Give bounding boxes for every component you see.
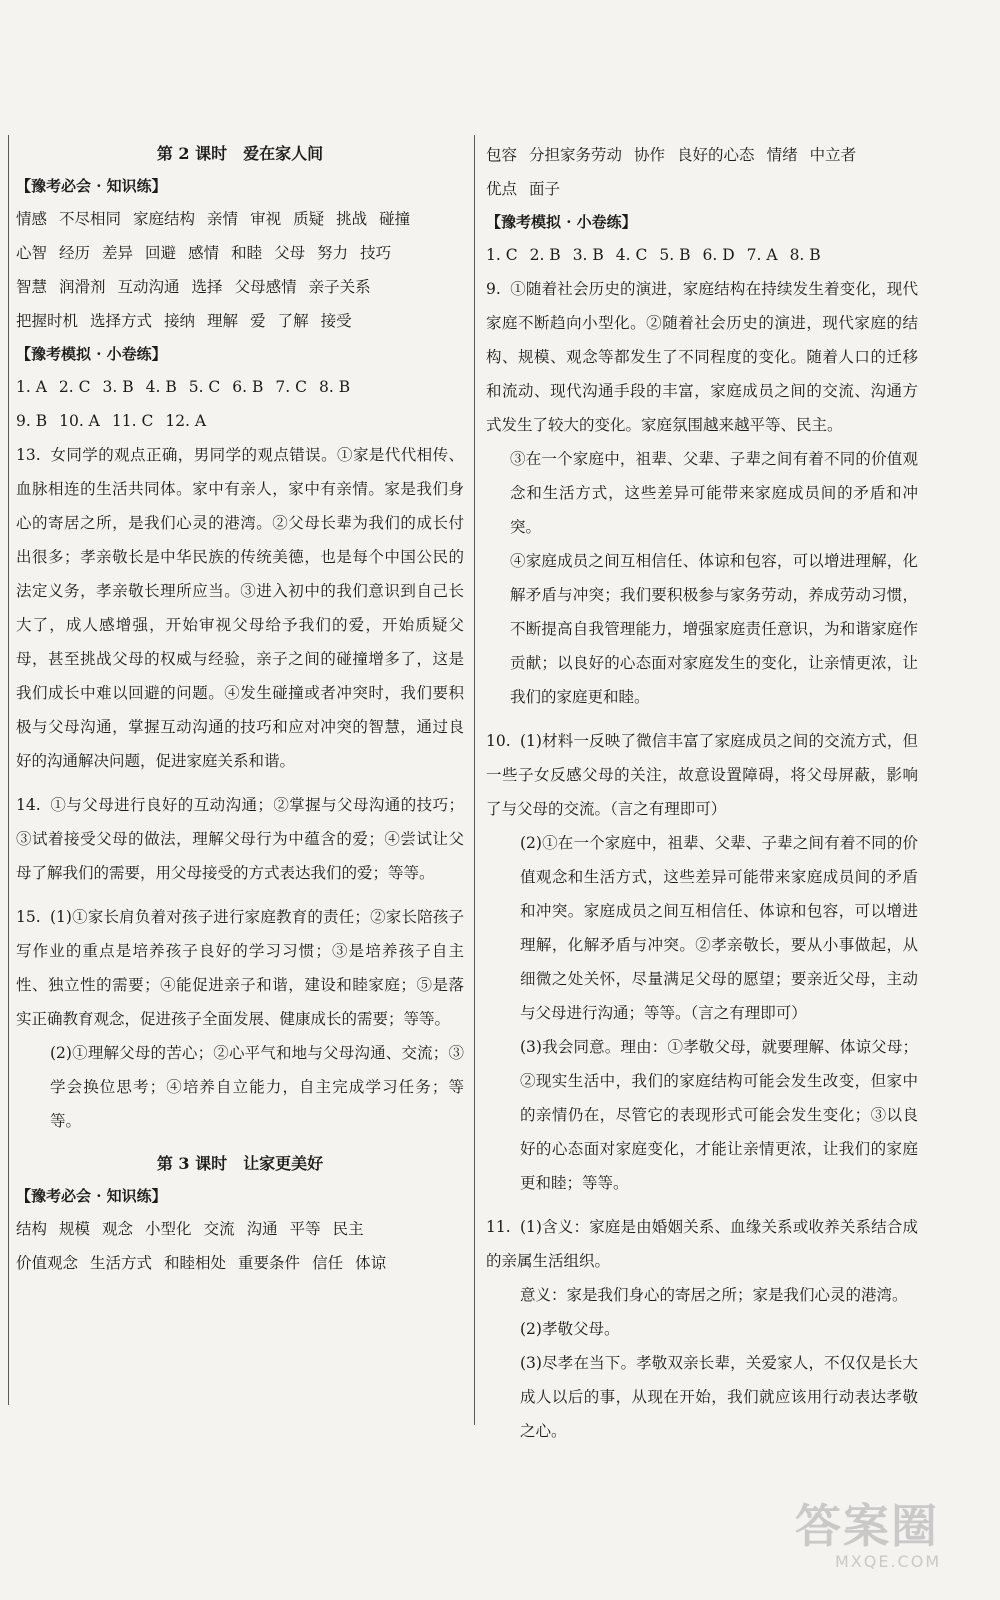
keyword: 和睦相处 [164,1254,227,1272]
lesson-3-title: 第 3 课时 让家更美好 [156,1154,324,1173]
keyword: 把握时机 [16,312,79,330]
section-knowledge: 【豫考必会 · 知识练】 [16,1187,167,1205]
keyword: 和睦 [231,244,263,262]
lesson-2-title: 第 2 课时 爱在家人间 [156,144,324,163]
keyword-row [16,1246,464,1280]
choice-answer: 7. C [275,378,307,396]
answer-row [486,238,918,272]
keyword: 父母感情 [234,278,297,296]
watermark-logo: 答案圈 [795,1499,939,1553]
keyword: 努力 [317,244,349,262]
left-margin-rule [8,135,9,1405]
keyword: 润滑剂 [59,278,106,296]
watermark [795,1500,965,1570]
choice-answer: 4. B [145,378,177,396]
choice-answer: 2. C [58,378,91,396]
keyword: 信任 [312,1254,344,1272]
question-11 [486,1210,918,1278]
keyword: 审视 [250,210,282,228]
keyword-row [16,236,464,270]
section-mock: 【豫考模拟 · 小卷练】 [16,345,167,363]
answer-text: (1)①家长肩负着对孩子进行家庭教育的责任；②家长陪孩子写作业的重点是培养孩子良好的学习习惯；③是培养孩子自主性、独立性的需要；④能促进亲子和谐，建设和睦家庭；⑤是落实正确教育观念，促进孩子全面发展、健康成长的需要；等等。 [16,908,464,1028]
choice-answer: 11. C [111,412,154,430]
choice-answer: 2. B [529,246,561,264]
keyword: 民主 [332,1220,364,1238]
choice-answer: 7. A [746,246,778,264]
choice-answer: 6. B [232,378,264,396]
question-14 [16,788,464,890]
keyword: 情绪 [766,146,798,164]
choice-answer: 5. C [188,378,221,396]
question-11-part-3: (3)尽孝在当下。孝敬双亲长辈，关爱家人，不仅仅是长大成人以后的事，从现在开始，我们就应该用行动表达孝敬之心。 [520,1354,918,1440]
question-number: 13. [16,446,41,464]
question-10-part-2: (2)①在一个家庭中，祖辈、父辈、子辈之间有着不同的价值观念和生活方式，这些差异可能带来家庭成员间的矛盾和冲突。家庭成员之间互相信任、体谅和包容，可以增进理解，化解矛盾与冲突。②孝亲敬长，要从小事做起，从细微之处关怀，尽量满足父母的愿望；要亲近父母，主动与父母进行沟通；等等。（言之有理即可） [520,834,918,1022]
keyword: 感情 [188,244,220,262]
keyword: 心智 [16,244,48,262]
question-10-part-3: (3)我会同意。理由：①孝敬父母，就要理解、体谅父母；②现实生活中，我们的家庭结构可能会发生改变，但家中的亲情仍在，尽管它的表现形式可能会发生变化；③以良好的心态面对家庭变化，才能让亲情更浓，让我们的家庭更和睦；等等。 [520,1038,918,1192]
question-9-point-3: ③在一个家庭中，祖辈、父辈、子辈之间有着不同的价值观念和生活方式，这些差异可能带来家庭成员间的矛盾和冲突。 [510,450,918,536]
section-knowledge: 【豫考必会 · 知识练】 [16,177,167,195]
keyword: 交流 [203,1220,235,1238]
section-mock: 【豫考模拟 · 小卷练】 [486,213,637,231]
keyword-row [16,304,464,338]
keyword-row [16,270,464,304]
keyword: 不尽相同 [59,210,122,228]
keyword: 平等 [289,1220,321,1238]
keyword: 父母 [274,244,306,262]
question-10 [486,724,918,826]
keyword-row [16,202,464,236]
answer-block [486,238,918,272]
question-15-part-2: (2)①理解父母的苦心；②心平气和地与父母沟通、交流；③学会换位思考；④培养自立能力，自主完成学习任务；等等。 [50,1044,464,1130]
question-number: 14. [16,796,41,814]
column-divider [474,135,475,1425]
keyword: 小型化 [145,1220,192,1238]
question-11-part-2: (2)孝敬父母。 [520,1320,620,1338]
left-column [16,138,464,1280]
keyword: 接受 [320,312,352,330]
keyword-block [16,202,464,338]
question-number: 15. [16,908,41,926]
keyword: 智慧 [16,278,48,296]
keyword: 协作 [634,146,666,164]
keyword: 分担家务劳动 [529,146,623,164]
answer-text: 女同学的观点正确，男同学的观点错误。①家是代代相传、血脉相连的生活共同体。家中有亲人，家中有亲情。家是我们身心的寄居之所，是我们心灵的港湾。②父母长辈为我们的成长付出很多；孝亲敬长是中华民族的传统美德，也是每个中国公民的法定义务，孝亲敬长理所应当。③进入初中的我们意识到自己长大了，成人感增强，开始审视父母给予我们的爱，开始质疑父母，甚至挑战父母的权威与经验，亲子之间的碰撞增多了，这是我们成长中难以回避的问题。④发生碰撞或者冲突时，我们要积极与父母沟通，掌握互动沟通的技巧和应对冲突的智慧，通过良好的沟通解决问题，促进家庭关系和谐。 [16,446,464,770]
keyword-row [486,138,918,172]
answer-row [16,370,464,404]
question-11-meaning: 意义：家是我们身心的寄居之所；家是我们心灵的港湾。 [520,1286,908,1304]
choice-answer: 5. B [659,246,691,264]
keyword: 优点 [486,180,518,198]
keyword: 价值观念 [16,1254,79,1272]
keyword: 结构 [16,1220,48,1238]
keyword: 挑战 [336,210,368,228]
keyword: 选择 [191,278,223,296]
question-9-point-4: ④家庭成员之间互相信任、体谅和包容，可以增进理解，化解矛盾与冲突；我们要积极参与家务劳动，养成劳动习惯，不断提高自我管理能力，增强家庭责任意识，为和谐家庭作贡献；以良好的心态面对家庭发生的变化，让亲情更浓，让我们的家庭更和睦。 [510,552,918,706]
choice-answer: 1. C [486,246,518,264]
choice-answer: 12. A [165,412,207,430]
keyword: 包容 [486,146,518,164]
keyword: 规模 [59,1220,91,1238]
keyword: 家庭结构 [133,210,196,228]
question-number: 9. [486,280,501,298]
keyword: 互动沟通 [117,278,180,296]
keyword: 体谅 [355,1254,387,1272]
question-number: 11. [486,1218,511,1236]
choice-answer: 3. B [572,246,604,264]
keyword: 亲情 [207,210,239,228]
keyword: 良好的心态 [677,146,755,164]
choice-answer: 8. B [789,246,821,264]
question-13 [16,438,464,778]
answer-block [16,370,464,438]
keyword-block [486,138,918,206]
keyword: 爱 [250,312,266,330]
choice-answer: 8. B [318,378,351,396]
keyword-row [16,1212,464,1246]
choice-answer: 3. B [102,378,134,396]
keyword: 重要条件 [238,1254,301,1272]
keyword: 中立者 [809,146,857,164]
keyword: 亲子关系 [308,278,371,296]
choice-answer: 6. D [702,246,735,264]
answer-text: ①与父母进行良好的互动沟通；②掌握与父母沟通的技巧；③试着接受父母的做法，理解父母行为中蕴含的爱；④尝试让父母了解我们的需要，用父母接受的方式表达我们的爱；等等。 [16,796,464,882]
keyword: 接纳 [164,312,196,330]
keyword: 沟通 [246,1220,278,1238]
keyword: 碰撞 [379,210,411,228]
keyword: 观念 [102,1220,134,1238]
choice-answer: 9. B [16,412,48,430]
question-9 [486,272,918,442]
keyword: 生活方式 [90,1254,153,1272]
keyword: 了解 [277,312,309,330]
keyword: 面子 [529,180,561,198]
question-15 [16,900,464,1036]
keyword: 质疑 [293,210,325,228]
question-number: 10. [486,732,511,750]
keyword: 差异 [102,244,134,262]
keyword: 情感 [16,210,48,228]
keyword: 选择方式 [90,312,153,330]
answer-text: ①随着社会历史的演进，家庭结构在持续发生着变化，现代家庭不断趋向小型化。②随着社会历史的演进，现代家庭的结构、规模、观念等都发生了不同程度的变化。随着人口的迁移和流动、现代沟通手段的丰富，家庭成员之间的交流、沟通方式发生了较大的变化。家庭氛围越来越平等、民主。 [486,280,918,434]
choice-answer: 1. A [16,378,47,396]
answer-text: (1)含义：家庭是由婚姻关系、血缘关系或收养关系结合成的亲属生活组织。 [486,1218,918,1270]
answer-row [16,404,464,438]
keyword-row [486,172,918,206]
choice-answer: 10. A [59,412,100,430]
keyword: 经历 [59,244,91,262]
keyword: 技巧 [360,244,392,262]
keyword: 回避 [145,244,177,262]
keyword: 理解 [207,312,239,330]
right-column [486,138,918,1448]
choice-answer: 4. C [615,246,648,264]
keyword-block [16,1212,464,1280]
watermark-url: MXQE.COM [835,1552,942,1571]
answer-text: (1)材料一反映了微信丰富了家庭成员之间的交流方式，但一些子女反感父母的关注，故意设置障碍，将父母屏蔽，影响了与父母的交流。（言之有理即可） [486,732,918,818]
